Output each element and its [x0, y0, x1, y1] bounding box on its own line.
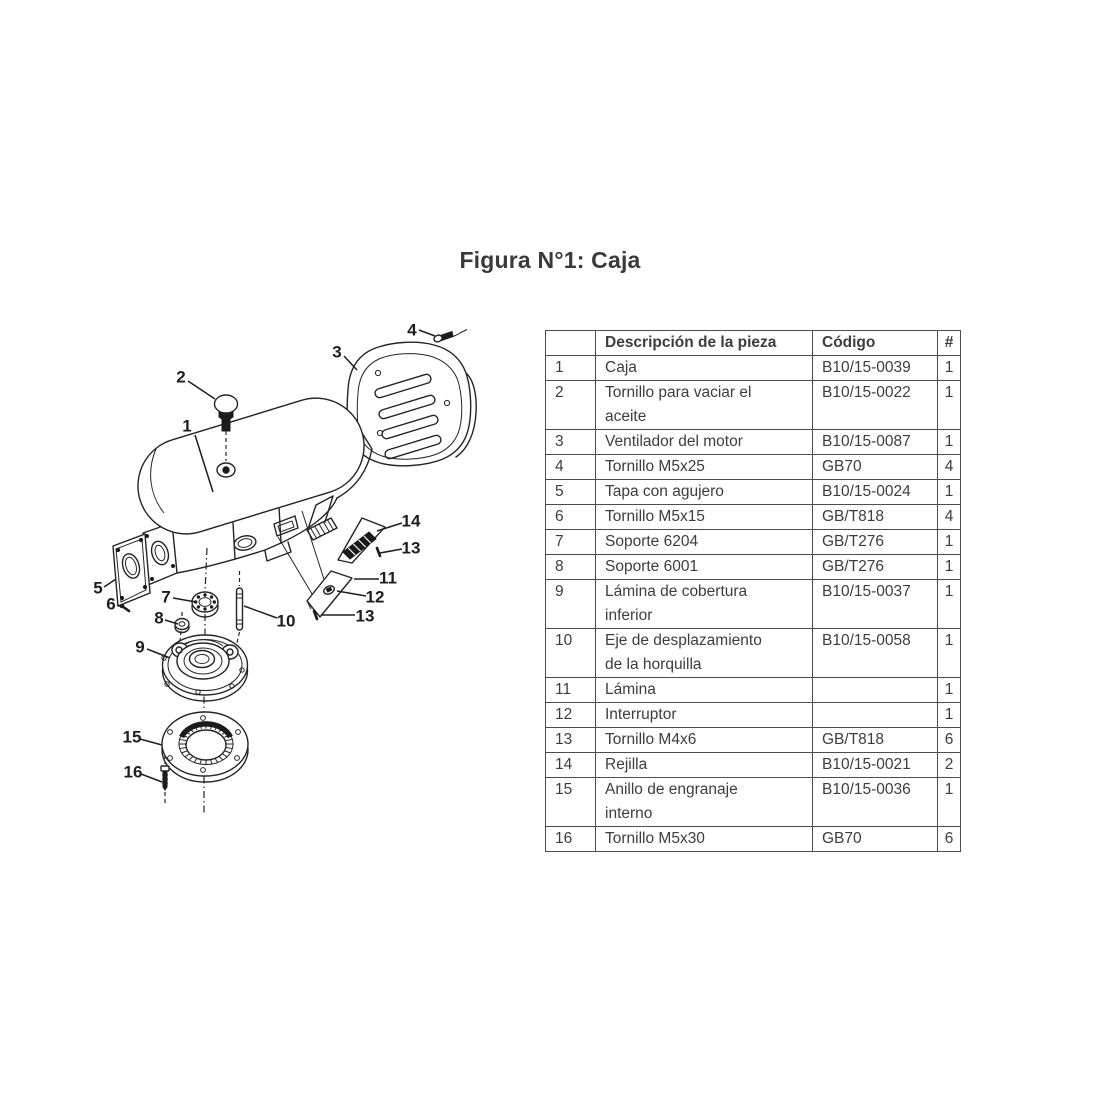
cell-number: 11	[546, 678, 596, 703]
cell-qty: 1	[938, 555, 961, 580]
cell-code	[813, 703, 938, 728]
cell-description: Lámina	[596, 678, 813, 703]
exploded-diagram	[85, 300, 505, 860]
cell-description: Soporte 6001	[596, 555, 813, 580]
cell-qty: 4	[938, 455, 961, 480]
callout-1: 1	[182, 416, 192, 436]
table-row	[546, 555, 961, 580]
screw-4-part	[433, 330, 467, 344]
cell-description: Tornillo M5x15	[596, 505, 813, 530]
table-row	[546, 778, 961, 827]
cell-description: Ventilador del motor	[596, 430, 813, 455]
table-row	[546, 356, 961, 381]
cell-code: B10/15-0037	[813, 580, 938, 629]
cell-code: GB/T818	[813, 728, 938, 753]
callout-13: 13	[355, 606, 375, 626]
cell-number: 1	[546, 356, 596, 381]
cell-number: 12	[546, 703, 596, 728]
cell-code: B10/15-0024	[813, 480, 938, 505]
cell-code: B10/15-0036	[813, 778, 938, 827]
callout-12: 12	[365, 587, 385, 607]
callout-8: 8	[154, 608, 164, 628]
header-number	[546, 331, 596, 356]
cell-description: Soporte 6204	[596, 530, 813, 555]
callout-7: 7	[161, 587, 171, 607]
table-header-row	[546, 331, 961, 356]
table-row	[546, 753, 961, 778]
cell-code: B10/15-0021	[813, 753, 938, 778]
cell-number: 10	[546, 629, 596, 678]
cell-description: Lámina de cobertura inferior	[596, 580, 813, 629]
cell-code: GB70	[813, 827, 938, 852]
callout-13: 13	[401, 538, 421, 558]
callout-11: 11	[379, 568, 397, 588]
callout-15: 15	[122, 727, 142, 747]
cell-description: Tapa con agujero	[596, 480, 813, 505]
parts-table-body	[546, 356, 961, 852]
cell-description: Eje de desplazamiento de la horquilla	[596, 629, 813, 678]
cell-description: Rejilla	[596, 753, 813, 778]
header-description: Descripción de la pieza	[596, 331, 813, 356]
leader-line	[344, 356, 357, 370]
table-row	[546, 827, 961, 852]
callout-2: 2	[176, 367, 186, 387]
table-row	[546, 480, 961, 505]
callout-16: 16	[123, 762, 143, 782]
callout-3: 3	[332, 342, 342, 362]
cell-qty: 1	[938, 678, 961, 703]
cell-number: 13	[546, 728, 596, 753]
table-row	[546, 728, 961, 753]
cell-qty: 6	[938, 827, 961, 852]
cell-number: 8	[546, 555, 596, 580]
callout-5: 5	[93, 578, 103, 598]
cell-qty: 1	[938, 530, 961, 555]
cell-qty: 4	[938, 505, 961, 530]
bearing-6204-part	[192, 592, 218, 617]
leader-line	[419, 330, 435, 336]
figure-title: Figura N°1: Caja	[459, 247, 641, 273]
cell-description: Tornillo M5x30	[596, 827, 813, 852]
callout-10: 10	[276, 611, 296, 631]
table-row	[546, 629, 961, 678]
cell-code: GB/T276	[813, 530, 938, 555]
cell-code: B10/15-0022	[813, 381, 938, 430]
cell-code	[813, 678, 938, 703]
grille-part	[338, 518, 385, 563]
leader-line	[104, 579, 116, 587]
table-row	[546, 505, 961, 530]
cell-code: B10/15-0087	[813, 430, 938, 455]
cell-qty: 1	[938, 381, 961, 430]
cell-number: 6	[546, 505, 596, 530]
parts-table	[545, 330, 961, 852]
leader-line	[140, 739, 162, 745]
cell-qty: 1	[938, 629, 961, 678]
cell-number: 15	[546, 778, 596, 827]
table-row	[546, 381, 961, 430]
table-row	[546, 430, 961, 455]
fork-shaft-part	[236, 571, 243, 647]
cell-code: GB/T818	[813, 505, 938, 530]
cell-qty: 2	[938, 753, 961, 778]
plate-part	[307, 571, 352, 619]
table-row	[546, 703, 961, 728]
table-row	[546, 678, 961, 703]
cell-qty: 1	[938, 580, 961, 629]
cell-description: Tornillo para vaciar el aceite	[596, 381, 813, 430]
callout-14: 14	[401, 511, 421, 531]
leader-line	[244, 606, 277, 618]
table-row	[546, 580, 961, 629]
cover-plate-part	[113, 534, 150, 606]
bottom-cover-part	[162, 635, 248, 701]
leader-line	[141, 774, 162, 782]
cell-code: GB70	[813, 455, 938, 480]
cell-description: Anillo de engranaje interno	[596, 778, 813, 827]
fan-cover-part	[347, 342, 476, 466]
cell-qty: 1	[938, 480, 961, 505]
cell-number: 16	[546, 827, 596, 852]
leader-line	[188, 381, 215, 399]
table-row	[546, 455, 961, 480]
cell-number: 14	[546, 753, 596, 778]
header-code: Código	[813, 331, 938, 356]
cell-number: 3	[546, 430, 596, 455]
cell-qty: 6	[938, 728, 961, 753]
callout-6: 6	[106, 594, 116, 614]
cell-qty: 1	[938, 778, 961, 827]
table-row	[546, 530, 961, 555]
cell-description: Interruptor	[596, 703, 813, 728]
cell-code: B10/15-0058	[813, 629, 938, 678]
cell-code: GB/T276	[813, 555, 938, 580]
cell-number: 2	[546, 381, 596, 430]
screw-16-part	[161, 755, 169, 803]
cell-number: 4	[546, 455, 596, 480]
cell-qty: 1	[938, 356, 961, 381]
cell-number: 5	[546, 480, 596, 505]
cell-number: 7	[546, 530, 596, 555]
screw-13-tick	[377, 548, 380, 556]
gear-ring-part	[162, 712, 248, 782]
bearing-6001-part	[175, 612, 189, 641]
cell-description: Caja	[596, 356, 813, 381]
callout-4: 4	[407, 320, 417, 340]
leader-line	[380, 549, 402, 553]
cell-qty: 1	[938, 703, 961, 728]
cell-qty: 1	[938, 430, 961, 455]
cell-number: 9	[546, 580, 596, 629]
leader-line	[337, 591, 366, 596]
callout-9: 9	[135, 637, 145, 657]
cell-description: Tornillo M5x25	[596, 455, 813, 480]
cell-description: Tornillo M4x6	[596, 728, 813, 753]
header-qty: #	[938, 331, 961, 356]
cell-code: B10/15-0039	[813, 356, 938, 381]
